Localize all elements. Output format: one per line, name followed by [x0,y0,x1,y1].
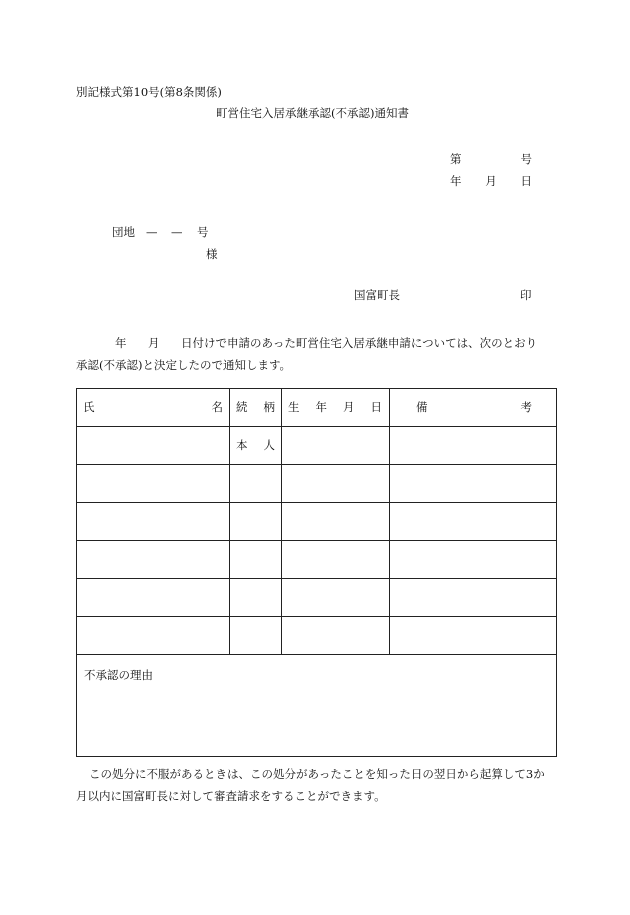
cell-birthdate[interactable] [282,465,390,503]
table-header-row [77,389,557,427]
header-birth-3: 月 [343,399,355,414]
number-prefix: 第 [450,152,462,166]
cell-name[interactable] [77,465,230,503]
cell-relation[interactable] [230,503,282,541]
appeal-notice-line-1: この処分に不服があるときは、この処分があったことを知った日の翌日から起算して3か [89,767,545,781]
header-remarks [390,389,557,427]
date-month: 月 [485,174,497,188]
header-birth-2: 年 [315,399,327,414]
cell-remarks[interactable] [390,503,557,541]
header-relation [230,389,282,427]
issuer-seal: 印 [520,288,532,302]
recipient-danchi: 団地 [112,225,135,239]
document-date [450,176,532,188]
cell-birthdate[interactable] [282,579,390,617]
header-remarks-2: 考 [520,399,532,414]
header-name-2: 名 [211,399,223,414]
recipient-sama: 様 [206,247,218,261]
date-year: 年 [450,174,462,188]
header-birthdate [282,389,390,427]
cell-name[interactable] [77,579,230,617]
cell-remarks[interactable] [390,465,557,503]
number-suffix: 号 [520,152,532,166]
table-row [77,579,557,617]
body-year: 年 [115,336,127,350]
appeal-notice-line-2: 月以内に国富町長に対して審査請求をすることができます。 [76,789,386,803]
recipient-dash-2: — [171,225,183,239]
cell-remarks[interactable] [390,617,557,655]
cell-birthdate[interactable] [282,617,390,655]
cell-name[interactable] [77,617,230,655]
header-birth-1: 生 [288,399,300,414]
cell-birthdate[interactable] [282,427,390,465]
cell-relation[interactable] [230,541,282,579]
date-day: 日 [520,174,532,188]
body-line-1: 日付けで申請のあった町営住宅入居承継申請については、次のとおり [181,336,538,350]
header-name [77,389,230,427]
cell-birthdate[interactable] [282,503,390,541]
header-remarks-1: 備 [416,399,428,414]
header-birth-4: 日 [370,399,382,414]
issuer-name: 国富町長 [354,288,400,302]
cell-relation[interactable] [230,427,282,465]
cell-relation[interactable] [230,579,282,617]
header-name-1: 氏 [83,399,95,414]
table-row [77,465,557,503]
reason-row [77,655,557,757]
cell-remarks[interactable] [390,541,557,579]
reason-label: 不承認の理由 [84,668,153,682]
cell-name[interactable] [77,503,230,541]
body-line-2: 承認(不承認)と決定したので通知します。 [76,358,292,372]
table-row [77,541,557,579]
table-row [77,503,557,541]
reason-cell[interactable] [77,655,557,757]
cell-name[interactable] [77,427,230,465]
cell-relation[interactable] [230,465,282,503]
cell-relation[interactable] [230,617,282,655]
header-relation-2: 柄 [263,399,275,414]
recipient-go: 号 [197,225,209,239]
form-label: 別記様式第10号(第8条関係) [76,85,222,99]
relation-self-1: 本 [236,437,248,452]
cell-remarks[interactable] [390,579,557,617]
header-relation-1: 続 [236,399,248,414]
table-row [77,427,557,465]
recipient-dash-1: — [146,225,158,239]
heirs-table [76,388,557,757]
document-title: 町営住宅入居承継承認(不承認)通知書 [216,106,409,120]
cell-remarks[interactable] [390,427,557,465]
cell-name[interactable] [77,541,230,579]
document-number [450,154,532,166]
table-row [77,617,557,655]
cell-birthdate[interactable] [282,541,390,579]
relation-self-2: 人 [263,437,275,452]
body-month: 月 [148,336,160,350]
